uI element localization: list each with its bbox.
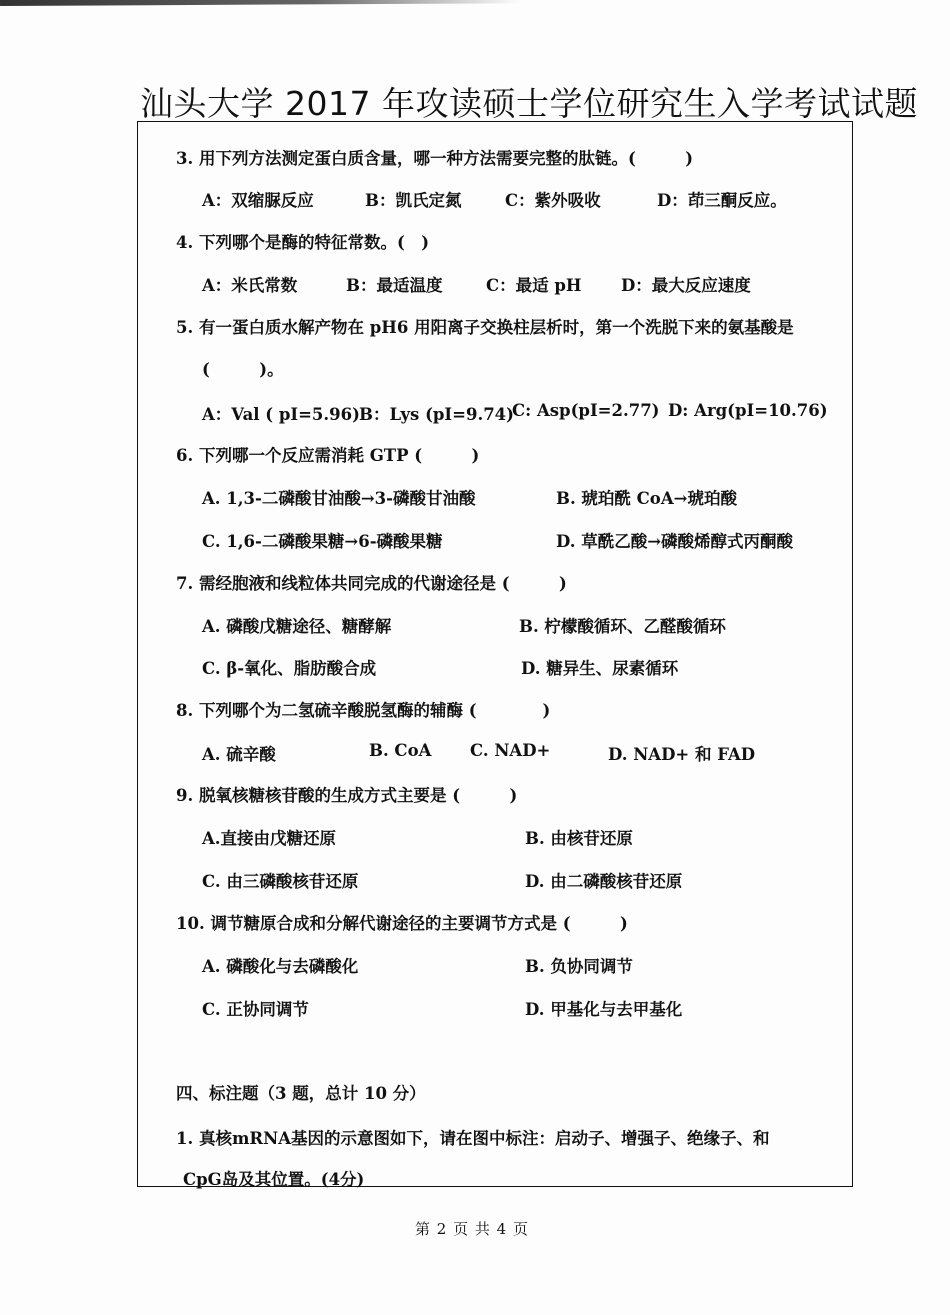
q8-option-d: D. NAD+ 和 FAD	[608, 745, 756, 764]
q6-option-d: D. 草酰乙酸→磷酸烯醇式丙酮酸	[556, 532, 794, 551]
q8-option-a: A. 硫辛酸	[202, 745, 276, 764]
q3-option-b: B：凯氏定氮	[365, 191, 462, 210]
q10-option-a: A. 磷酸化与去磷酸化	[202, 957, 359, 976]
section-heading: 四、标注题（3 题，总计 10 分）	[176, 1084, 426, 1103]
q8-option-c: C. NAD+	[470, 741, 551, 760]
q3-option-c: C：紫外吸收	[505, 191, 601, 210]
question-8-stem: 8. 下列哪个为二氢硫辛酸脱氢酶的辅酶 ( )	[176, 701, 551, 720]
q3-option-d: D：茚三酮反应。	[657, 191, 787, 210]
q7-option-b: B. 柠檬酸循环、乙醛酸循环	[519, 617, 726, 636]
q4-option-b: B：最适温度	[346, 276, 443, 295]
q7-option-d: D. 糖异生、尿素循环	[521, 659, 679, 678]
q5-option-d: D: Arg(pI=10.76)	[668, 401, 828, 420]
section-q1-line2: CpG岛及其位置。(4分)	[183, 1170, 365, 1189]
question-5-stem-cont: ( )。	[202, 360, 284, 379]
q4-option-a: A：米氏常数	[202, 276, 298, 295]
q9-option-b: B. 由核苷还原	[525, 829, 633, 848]
question-7-stem: 7. 需经胞液和线粒体共同完成的代谢途径是 ( )	[176, 574, 567, 593]
q6-option-c: C. 1,6-二磷酸果糖→6-磷酸果糖	[202, 532, 443, 551]
question-5-stem: 5. 有一蛋白质水解产物在 pH6 用阳离子交换柱层析时，第一个洗脱下来的氨基酸是	[176, 318, 794, 337]
q5-option-c: C: Asp(pI=2.77)	[512, 401, 660, 420]
question-4-stem: 4. 下列哪个是酶的特征常数。( )	[176, 233, 430, 252]
question-9-stem: 9. 脱氧核糖核苷酸的生成方式主要是 ( )	[176, 786, 518, 805]
q10-option-d: D. 甲基化与去甲基化	[525, 1000, 683, 1019]
q7-option-c: C. β-氧化、脂肪酸合成	[202, 659, 377, 678]
page-number: 第 2 页 共 4 页	[415, 1220, 529, 1238]
q4-option-c: C：最适 pH	[486, 276, 582, 295]
page-footer	[0, 1218, 950, 1239]
q3-option-a: A：双缩脲反应	[202, 191, 314, 210]
question-3-stem: 3. 用下列方法测定蛋白质含量，哪一种方法需要完整的肽链。( )	[176, 149, 694, 168]
exam-title: 汕头大学 2017 年攻读硕士学位研究生入学考试试题	[140, 84, 918, 123]
q6-option-b: B. 琥珀酰 CoA→琥珀酸	[556, 489, 737, 508]
q9-option-d: D. 由二磷酸核苷还原	[525, 872, 683, 891]
q10-option-c: C. 正协同调节	[202, 1000, 309, 1019]
q9-option-c: C. 由三磷酸核苷还原	[202, 872, 359, 891]
scan-edge	[0, 0, 520, 6]
q9-option-a: A.直接由戊糖还原	[202, 829, 337, 848]
section-q1-line1: 1. 真核mRNA基因的示意图如下，请在图中标注：启动子、增强子、绝缘子、和	[176, 1129, 770, 1148]
q7-option-a: A. 磷酸戊糖途径、糖酵解	[202, 617, 392, 636]
q5-option-a: A：Val ( pI=5.96)	[202, 405, 360, 424]
q4-option-d: D：最大反应速度	[621, 276, 751, 295]
q6-option-a: A. 1,3-二磷酸甘油酸→3-磷酸甘油酸	[202, 489, 476, 508]
q10-option-b: B. 负协同调节	[525, 957, 633, 976]
question-10-stem: 10. 调节糖原合成和分解代谢途径的主要调节方式是 ( )	[176, 914, 628, 933]
q5-option-b: B：Lys (pI=9.74)	[359, 405, 514, 424]
question-6-stem: 6. 下列哪一个反应需消耗 GTP ( )	[176, 446, 480, 465]
q8-option-b: B. CoA	[369, 741, 432, 760]
